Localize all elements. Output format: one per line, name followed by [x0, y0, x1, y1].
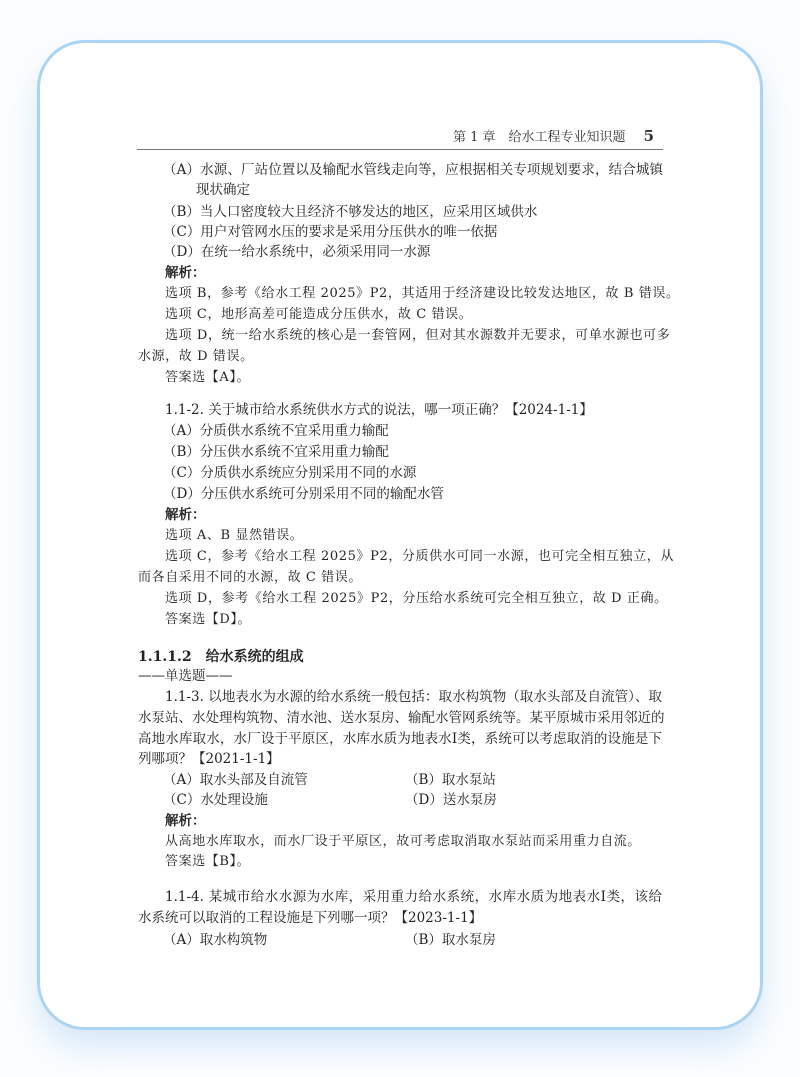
- page-card: [37, 40, 763, 1030]
- q1-answer: 答案选【A】。: [165, 370, 251, 385]
- page-number: 5: [643, 127, 654, 145]
- header-rule: [137, 149, 663, 150]
- q2-analysis-line: 而各自采用不同的水源，故 C 错误。: [138, 570, 363, 585]
- q2-answer: 答案选【D】。: [165, 612, 252, 627]
- q2-option-c: （C）分质供水系统应分别采用不同的水源: [163, 465, 417, 481]
- q3-question-line: 水泵站、水处理构筑物、清水池、送水泵房、输配水管网系统等。某平原城市采用邻近的: [138, 710, 665, 726]
- q3-analysis-line: 从高地水库取水，而水厂设于平原区，故可考虑取消取水泵站而采用重力自流。: [165, 834, 642, 849]
- q3-option-c: （C）水处理设施: [163, 792, 268, 808]
- q1-analysis-label: 解析：: [165, 265, 206, 281]
- q3-question-line: 高地水库取水，水厂设于平原区，水库水质为地表水Ⅰ类，系统可以考虑取消的设施是下: [138, 731, 662, 747]
- q4-question-line: 水系统可以取消的工程设施是下列哪一项？【2023-1-1】: [138, 910, 483, 926]
- q3-analysis-label: 解析：: [165, 813, 206, 829]
- q2-option-b: （B）分压供水系统不宜采用重力输配: [163, 444, 389, 460]
- q1-option-b: （B）当人口密度较大且经济不够发达的地区，应采用区域供水: [163, 204, 538, 220]
- q2-analysis-line: 选项 D，参考《给水工程 2025》P2，分压给水系统可完全相互独立，故 D 正确。: [165, 591, 668, 606]
- q2-analysis-line: 选项 A、B 显然错误。: [165, 528, 304, 543]
- q4-option-a: （A）取水构筑物: [163, 932, 268, 948]
- q3-option-a: （A）取水头部及自流管: [163, 772, 308, 788]
- chapter-title: 第 1 章 给水工程专业知识题: [453, 130, 626, 145]
- q1-option-a: （A）水源、厂站位置以及输配水管线走向等，应根据相关专项规划要求，结合城镇: [163, 162, 663, 178]
- running-header: [453, 126, 654, 145]
- q1-option-c: （C）用户对管网水压的要求是采用分压供水的唯一依据: [163, 224, 498, 240]
- q2-option-a: （A）分质供水系统不宜采用重力输配: [163, 423, 389, 439]
- section-subheading: ——单选题——: [138, 668, 233, 684]
- q3-question-line: 1.1-3. 以地表水为水源的给水系统一般包括：取水构筑物（取水头部及自流管）、取: [165, 689, 662, 705]
- q2-option-d: （D）分压供水系统可分别采用不同的输配水管: [163, 486, 444, 502]
- section-heading: 1.1.1.2 给水系统的组成: [138, 649, 304, 665]
- q2-analysis-line: 选项 C，参考《给水工程 2025》P2，分质供水可同一水源，也可完全相互独立，从: [165, 549, 674, 564]
- q3-option-b: （B）取水泵站: [405, 772, 496, 788]
- q3-option-d: （D）送水泵房: [405, 792, 497, 808]
- q2-analysis-label: 解析：: [165, 507, 206, 523]
- q3-question-line: 列哪项？【2021-1-1】: [138, 751, 280, 767]
- q1-analysis-line: 选项 B，参考《给水工程 2025》P2，其适用于经济建设比较发达地区，故 B 错误。: [165, 286, 680, 301]
- q2-question: 1.1-2. 关于城市给水系统供水方式的说法，哪一项正确？【2024-1-1】: [165, 402, 593, 418]
- q3-answer: 答案选【B】。: [165, 854, 251, 869]
- q1-analysis-line: 水源，故 D 错误。: [138, 349, 254, 364]
- q4-option-b: （B）取水泵房: [405, 932, 496, 948]
- q1-analysis-line: 选项 D，统一给水系统的核心是一套管网，但对其水源数并无要求，可单水源也可多: [165, 328, 671, 343]
- q1-analysis-line: 选项 C，地形高差可能造成分压供水，故 C 错误。: [165, 307, 473, 322]
- q1-option-d: （D）在统一给水系统中，必须采用同一水源: [163, 244, 431, 260]
- q4-question-line: 1.1-4. 某城市给水水源为水库，采用重力给水系统，水库水质为地表水Ⅰ类，该给: [165, 889, 662, 905]
- q1-option-a-cont: 现状确定: [196, 182, 250, 198]
